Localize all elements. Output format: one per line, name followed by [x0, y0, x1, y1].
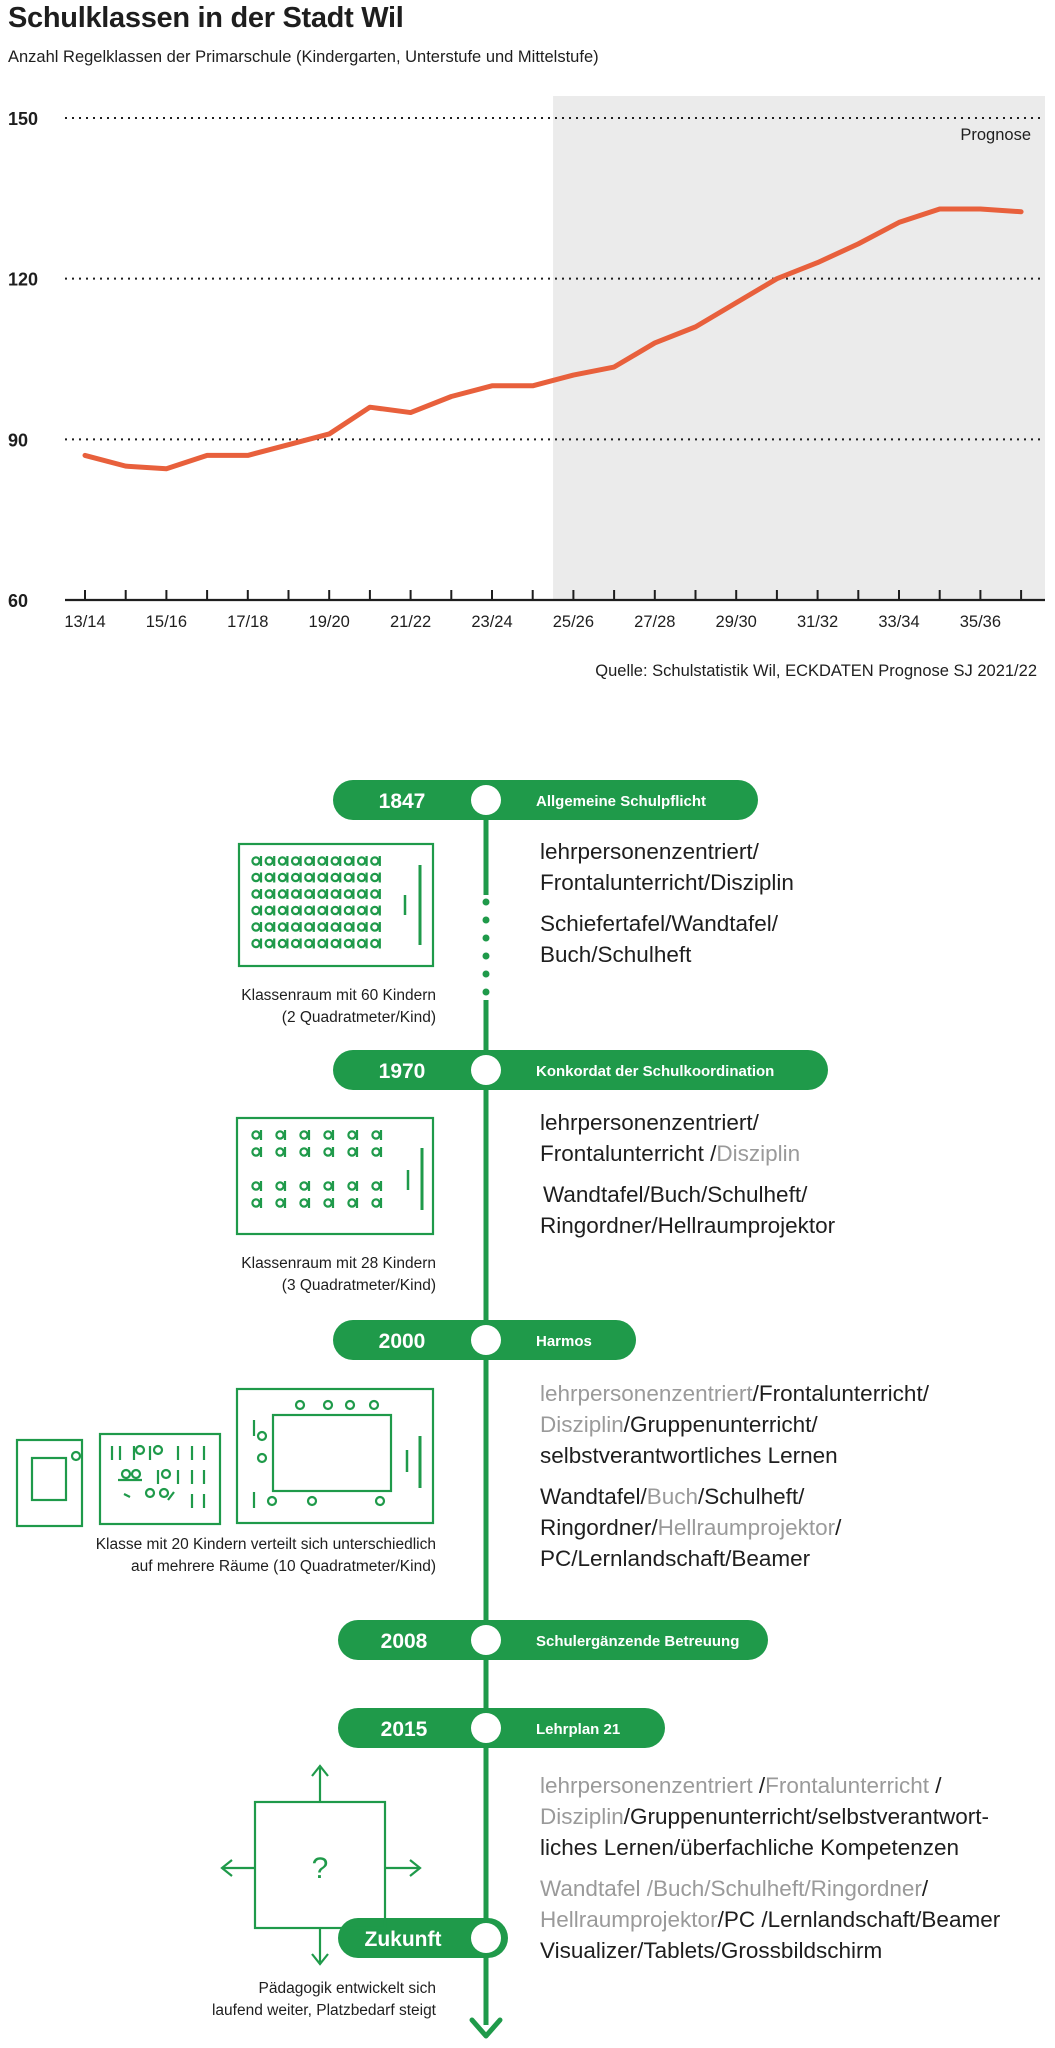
- chart-subtitle: Anzahl Regelklassen der Primarschule (Kindergarten, Unterstufe und Mittelstufe): [8, 48, 599, 66]
- text-2000: lehrpersonenzentriert/Frontalunterricht/ Disziplin/Gruppenunterricht/ selbstverantwortliches Lernen Wandtafel/Buch/Schulheft/ Ringordner/Hellraumprojektor/ PC/Lernlandschaft/Beamer: [540, 1381, 929, 1571]
- milestone-year: 2015: [380, 1718, 428, 1741]
- x-tick-label: 33/34: [878, 613, 920, 631]
- x-tick-label: 27/28: [634, 613, 676, 631]
- x-tick-label: 29/30: [715, 613, 757, 631]
- milestone-zukunft: [338, 1918, 508, 1958]
- caption-2000: Klasse mit 20 Kindern verteilt sich unterschiedlich auf mehrere Räume (10 Quadratmeter/Kind): [95, 1536, 436, 1575]
- x-tick-label: 31/32: [796, 613, 839, 631]
- question-mark: ?: [311, 1852, 329, 1885]
- line-chart: [0, 90, 1055, 650]
- classroom-28-icon: [237, 1118, 433, 1234]
- y-tick-label: 150: [8, 109, 39, 129]
- milestone-year: 1847: [378, 790, 426, 813]
- text-1847: lehrpersonenzentriert/ Frontalunterricht/Disziplin Schiefertafel/Wandtafel/ Buch/Schulheft: [540, 839, 794, 967]
- milestone-year: 1970: [378, 1060, 426, 1083]
- x-tick-label: 21/22: [389, 613, 432, 631]
- milestone-1847: [333, 780, 758, 820]
- x-tick-label: 19/20: [308, 613, 350, 631]
- x-tick-label: 23/24: [471, 613, 513, 631]
- milestone-2015: [338, 1708, 665, 1748]
- milestone-2000: [333, 1320, 636, 1360]
- prognose-area: [553, 96, 1045, 600]
- prognose-label: Prognose: [960, 126, 1031, 144]
- milestone-2008: [338, 1620, 768, 1660]
- x-tick-label: 25/26: [552, 613, 595, 631]
- milestone-year: 2008: [380, 1630, 428, 1653]
- milestone-year: Zukunft: [364, 1928, 442, 1951]
- chart-source: Quelle: Schulstatistik Wil, ECKDATEN Prognose SJ 2021/22: [595, 662, 1037, 680]
- milestone-year: 2000: [378, 1330, 426, 1353]
- x-tick-label: 15/16: [145, 613, 188, 631]
- y-tick-label: 120: [8, 269, 39, 290]
- caption-future: Pädagogik entwickelt sich laufend weiter, Platzbedarf steigt: [211, 1980, 436, 2019]
- x-tick-label: 35/36: [959, 613, 1002, 631]
- x-tick-label: 17/18: [227, 613, 269, 631]
- y-tick-label: 60: [8, 591, 29, 611]
- milestone-label: Allgemeine Schulpflicht: [536, 793, 707, 810]
- milestone-label: Schulergänzende Betreuung: [536, 1633, 740, 1650]
- x-tick-label: 13/14: [64, 613, 106, 631]
- caption-1970: Klassenraum mit 28 Kindern (3 Quadratmeter/Kind): [241, 1255, 436, 1294]
- milestone-label: Harmos: [536, 1333, 592, 1350]
- caption-1847: Klassenraum mit 60 Kindern (2 Quadratmeter/Kind): [241, 987, 436, 1026]
- milestone-label: Lehrplan 21: [536, 1721, 621, 1738]
- classroom-60-icon: [239, 844, 433, 966]
- milestone-label: Konkordat der Schulkoordination: [536, 1063, 775, 1080]
- chart-title: Schulklassen in der Stadt Wil: [8, 2, 404, 34]
- milestone-1970: [333, 1050, 828, 1090]
- text-2015: lehrpersonenzentriert /Frontalunterricht / Disziplin/Gruppenunterricht/selbstverantwort- liches Lernen/überfachliche Kompetenzen Wandtafel /Buch/Schulheft/Ringordner/ Hellraumprojektor/PC /Lernlandschaft/Beamer Visualizer/Tablets/Grossbildschirm: [540, 1773, 1001, 1963]
- classroom-multi-room-icon: [17, 1389, 433, 1526]
- y-tick-label: 90: [8, 430, 29, 451]
- timeline-dotted-gap: [480, 895, 492, 1000]
- text-1970: lehrpersonenzentriert/ Frontalunterricht /Disziplin Wandtafel/Buch/Schulheft/ Ringordner/Hellraumprojektor: [540, 1110, 836, 1238]
